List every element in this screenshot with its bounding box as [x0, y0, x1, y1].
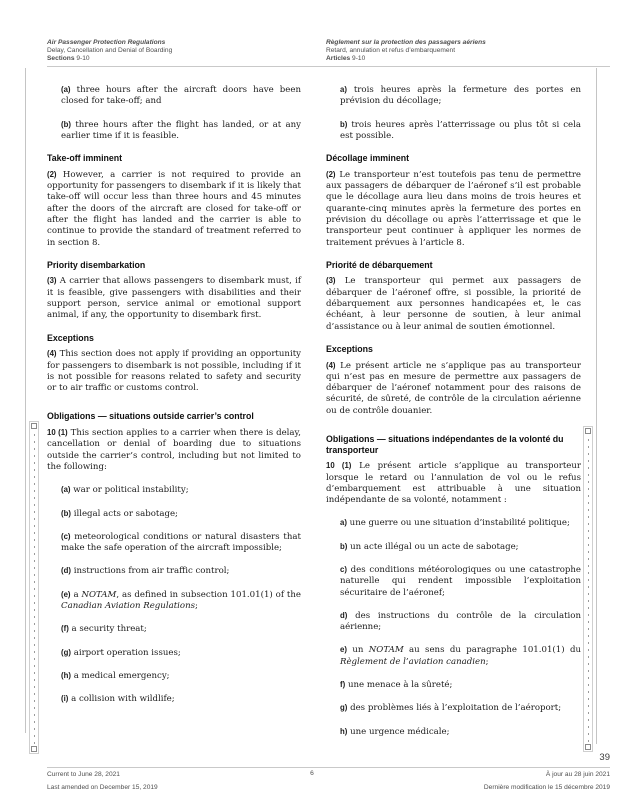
paragraph-marker: (b) [61, 508, 71, 518]
body-text: This section applies to a carrier when there is delay, cancellation or denial of boarding due to situations outside the carrier’s control, including but not limited to the following: [47, 428, 302, 472]
amendment-bracket-right [583, 426, 593, 752]
sheet-number: 6 [310, 770, 314, 777]
paragraph-marker: a) [340, 518, 347, 528]
paragraph-marker: (e) [61, 589, 71, 599]
body-text: ; [195, 600, 198, 611]
paragraph-marker: (3) [47, 276, 57, 286]
body-text: des problèmes liés à l’exploitation de l’aéroport; [350, 703, 562, 714]
body-text: three hours after the flight has landed, or at any earlier time if it is feasible. [61, 119, 302, 141]
list-item [340, 610, 581, 634]
document-title-en: Air Passenger Protection Regulations [47, 39, 166, 46]
body-text: a [73, 589, 82, 600]
paragraph [326, 169, 581, 249]
section-heading: Décollage imminent [326, 153, 410, 164]
section-heading: Obligations — situations outside carrier’s control [47, 411, 254, 422]
body-text: des instructions du contrôle de la circulation aérienne; [340, 610, 581, 633]
list-item [61, 623, 301, 635]
list-item [61, 589, 301, 613]
body-text: airport operation issues; [73, 647, 181, 658]
amendment-date-en: Last amended on December 15, 2019 [47, 784, 158, 792]
paragraph [47, 427, 301, 473]
paragraph-marker: (4) [47, 349, 57, 359]
currency-date-fr: À jour au 28 juin 2021 [545, 771, 610, 778]
paragraph [326, 460, 581, 506]
body-text: a medical emergency; [73, 670, 170, 681]
body-text: three hours after the aircraft doors have been closed for take-off; and [61, 85, 301, 107]
left-margin-line [25, 68, 26, 733]
body-text: un [352, 645, 369, 656]
paragraph [326, 360, 581, 417]
body-text: un acte illégal ou un acte de sabotage; [350, 541, 519, 552]
list-item [340, 119, 581, 143]
list-item [340, 726, 581, 738]
list-item [61, 647, 301, 659]
body-text: , as defined in subsection 101.01(1) of the [116, 589, 302, 600]
footer-english [47, 771, 158, 792]
body-text: Le transporteur qui permet aux passagers de débarquer de l’aéronef offre, si possible, la priorité de débarquement aux personnes handicapées et, le cas échéant, à leur personne de soutien, à leur animal d’assistance ou à leur animal de soutien émotionnel. [326, 276, 581, 332]
body-text: war or political instability; [73, 485, 189, 496]
section-range-label-en: Sections [47, 55, 75, 63]
document-subtitle-fr: Retard, annulation et refus d’embarquement [326, 47, 456, 55]
list-item [61, 484, 301, 496]
paragraph-marker: f) [340, 680, 346, 690]
column-english [47, 84, 301, 716]
section-range-value-fr: 9-10 [352, 55, 366, 63]
body-text: au sens du paragraphe 101.01(1) du [403, 645, 582, 656]
document-subtitle-en: Delay, Cancellation and Denial of Boarding [47, 47, 173, 55]
italic-text: NOTAM [81, 589, 117, 600]
paragraph [47, 169, 301, 249]
paragraph-marker: 10 (1) [326, 461, 352, 471]
paragraph-marker: (b) [61, 119, 71, 129]
page-number: 39 [599, 752, 610, 763]
list-item [61, 508, 301, 520]
header-rule [47, 66, 610, 67]
italic-text: NOTAM [368, 645, 404, 656]
footer-french [484, 771, 610, 792]
paragraph-marker: (i) [61, 694, 69, 704]
paragraph-marker: (d) [61, 566, 71, 576]
section-range-value-en: 9-10 [76, 55, 90, 63]
paragraph-marker: g) [340, 703, 348, 713]
section-heading: Priorité de débarquement [326, 259, 433, 270]
list-item [61, 670, 301, 682]
body-text: a security threat; [71, 624, 147, 635]
section-heading: Exceptions [326, 343, 373, 354]
section-heading: Obligations — situations indépendantes de la volonté du transporteur [326, 434, 564, 455]
paragraph-marker: 10 (1) [47, 428, 68, 438]
list-item [340, 644, 581, 668]
italic-text: Canadian Aviation Regulations [61, 600, 196, 611]
paragraph-marker: e) [340, 645, 347, 655]
paragraph-marker: h) [340, 726, 348, 736]
list-item [61, 84, 301, 108]
document-title-fr: Règlement sur la protection des passagers aériens [326, 39, 486, 46]
paragraph-marker: (a) [61, 485, 71, 495]
section-heading: Exceptions [47, 332, 94, 343]
right-margin-line [596, 68, 597, 744]
body-text: This section does not apply if providing an opportunity for passengers to disembark is not possible, including if it is not possible for reasons related to safety and security or to air traffic or customs control. [47, 349, 302, 394]
body-text: Le présent article s’applique au transporteur lorsque le retard ou l’annulation de vol ou le refus d’embarquement est attribuable à une situation indépendante de sa volonté, notamment : [326, 461, 581, 506]
section-range-en [47, 55, 307, 63]
paragraph-marker: b) [340, 119, 348, 129]
section-heading: Take-off imminent [47, 153, 123, 164]
header-english [47, 39, 307, 64]
body-text: trois heures après la fermeture des portes en prévision du décollage; [340, 85, 581, 107]
body-text: illegal acts or sabotage; [73, 508, 178, 519]
currency-date-en: Current to June 28, 2021 [47, 771, 120, 778]
list-item [340, 702, 581, 714]
paragraph-marker: b) [340, 541, 348, 551]
amendment-bracket-left [29, 421, 39, 754]
body-text: une urgence médicale; [350, 726, 450, 737]
paragraph-marker: (2) [47, 169, 57, 179]
column-french [326, 84, 581, 749]
list-item [61, 531, 301, 555]
section-range-label-fr: Articles [326, 55, 351, 63]
paragraph-marker: a) [340, 85, 347, 94]
section-range-fr [326, 55, 610, 63]
paragraph-marker: (f) [61, 624, 69, 634]
paragraph-marker: (4) [326, 360, 336, 370]
body-text: trois heures après l’atterrissage ou plus tôt si cela est possible. [340, 119, 582, 141]
amendment-date-fr: Dernière modification le 15 décembre 2019 [483, 784, 610, 792]
body-text: des conditions météorologiques ou une catastrophe naturelle qui rendent impossible l’exploitation sécuritaire de l’aéronef; [340, 564, 581, 598]
body-text: une menace à la sûreté; [347, 680, 453, 691]
paragraph [47, 275, 301, 321]
list-item [61, 565, 301, 577]
paragraph-marker: (3) [326, 276, 336, 286]
paragraph-marker: (h) [61, 670, 71, 680]
body-text: A carrier that allows passengers to disembark must, if it is feasible, give passengers with disabilities and their support person, service animal or emotional support animal, if any, the opportunity to disembark first. [47, 276, 301, 321]
body-text: instructions from air traffic control; [73, 566, 230, 577]
list-item [61, 119, 301, 143]
body-text: Le transporteur n’est toutefois pas tenu de permettre aux passagers de débarquer de l’aéronef s’il est probable que le décollage aura lieu dans moins de trois heures et quarante-cinq minutes après la fermeture des portes en prévision du décollage ou après l’atterrissage et que le transporteur peut continuer à appliquer les normes de traitement prévues à l’article 8. [326, 169, 582, 248]
body-text: a collision with wildlife; [71, 694, 175, 705]
footer-rule [47, 767, 610, 768]
list-item [340, 84, 581, 108]
paragraph-marker: (a) [61, 85, 71, 94]
paragraph-marker: (c) [61, 531, 71, 541]
body-text: ; [485, 656, 489, 667]
body-text: Le présent article ne s’applique pas au transporteur qui n’est pas en mesure de permettre aux passagers de débarquer de l’aéronef notamment pour des raisons de sécurité, de sûreté, de contrôle de la circulation aérienne ou de contrôle douanier. [326, 360, 581, 416]
body-text: meteorological conditions or natural disasters that make the safe operation of the aircraft impossible; [61, 531, 302, 554]
paragraph-marker: c) [340, 564, 347, 574]
italic-text: Règlement de l’aviation canadien [340, 656, 486, 667]
paragraph-marker: (g) [61, 647, 71, 657]
paragraph-marker: d) [340, 610, 348, 620]
header-french [326, 39, 610, 64]
list-item [61, 693, 301, 705]
section-heading: Priority disembarkation [47, 259, 146, 270]
body-text: However, a carrier is not required to provide an opportunity for passengers to disembark if it is likely that take-off will occur less than three hours and 45 minutes after the doors of the aircraft are closed for take-off or after the flight has landed and the carrier is able to continue to provide the standard of treatment referred to in section 8. [47, 169, 301, 248]
list-item [340, 564, 581, 599]
paragraph [47, 348, 301, 394]
list-item [340, 679, 581, 691]
paragraph-marker: (2) [326, 169, 336, 179]
body-text: une guerre ou une situation d’instabilité politique; [349, 518, 570, 529]
paragraph [326, 275, 581, 332]
list-item [340, 517, 581, 529]
list-item [340, 541, 581, 553]
